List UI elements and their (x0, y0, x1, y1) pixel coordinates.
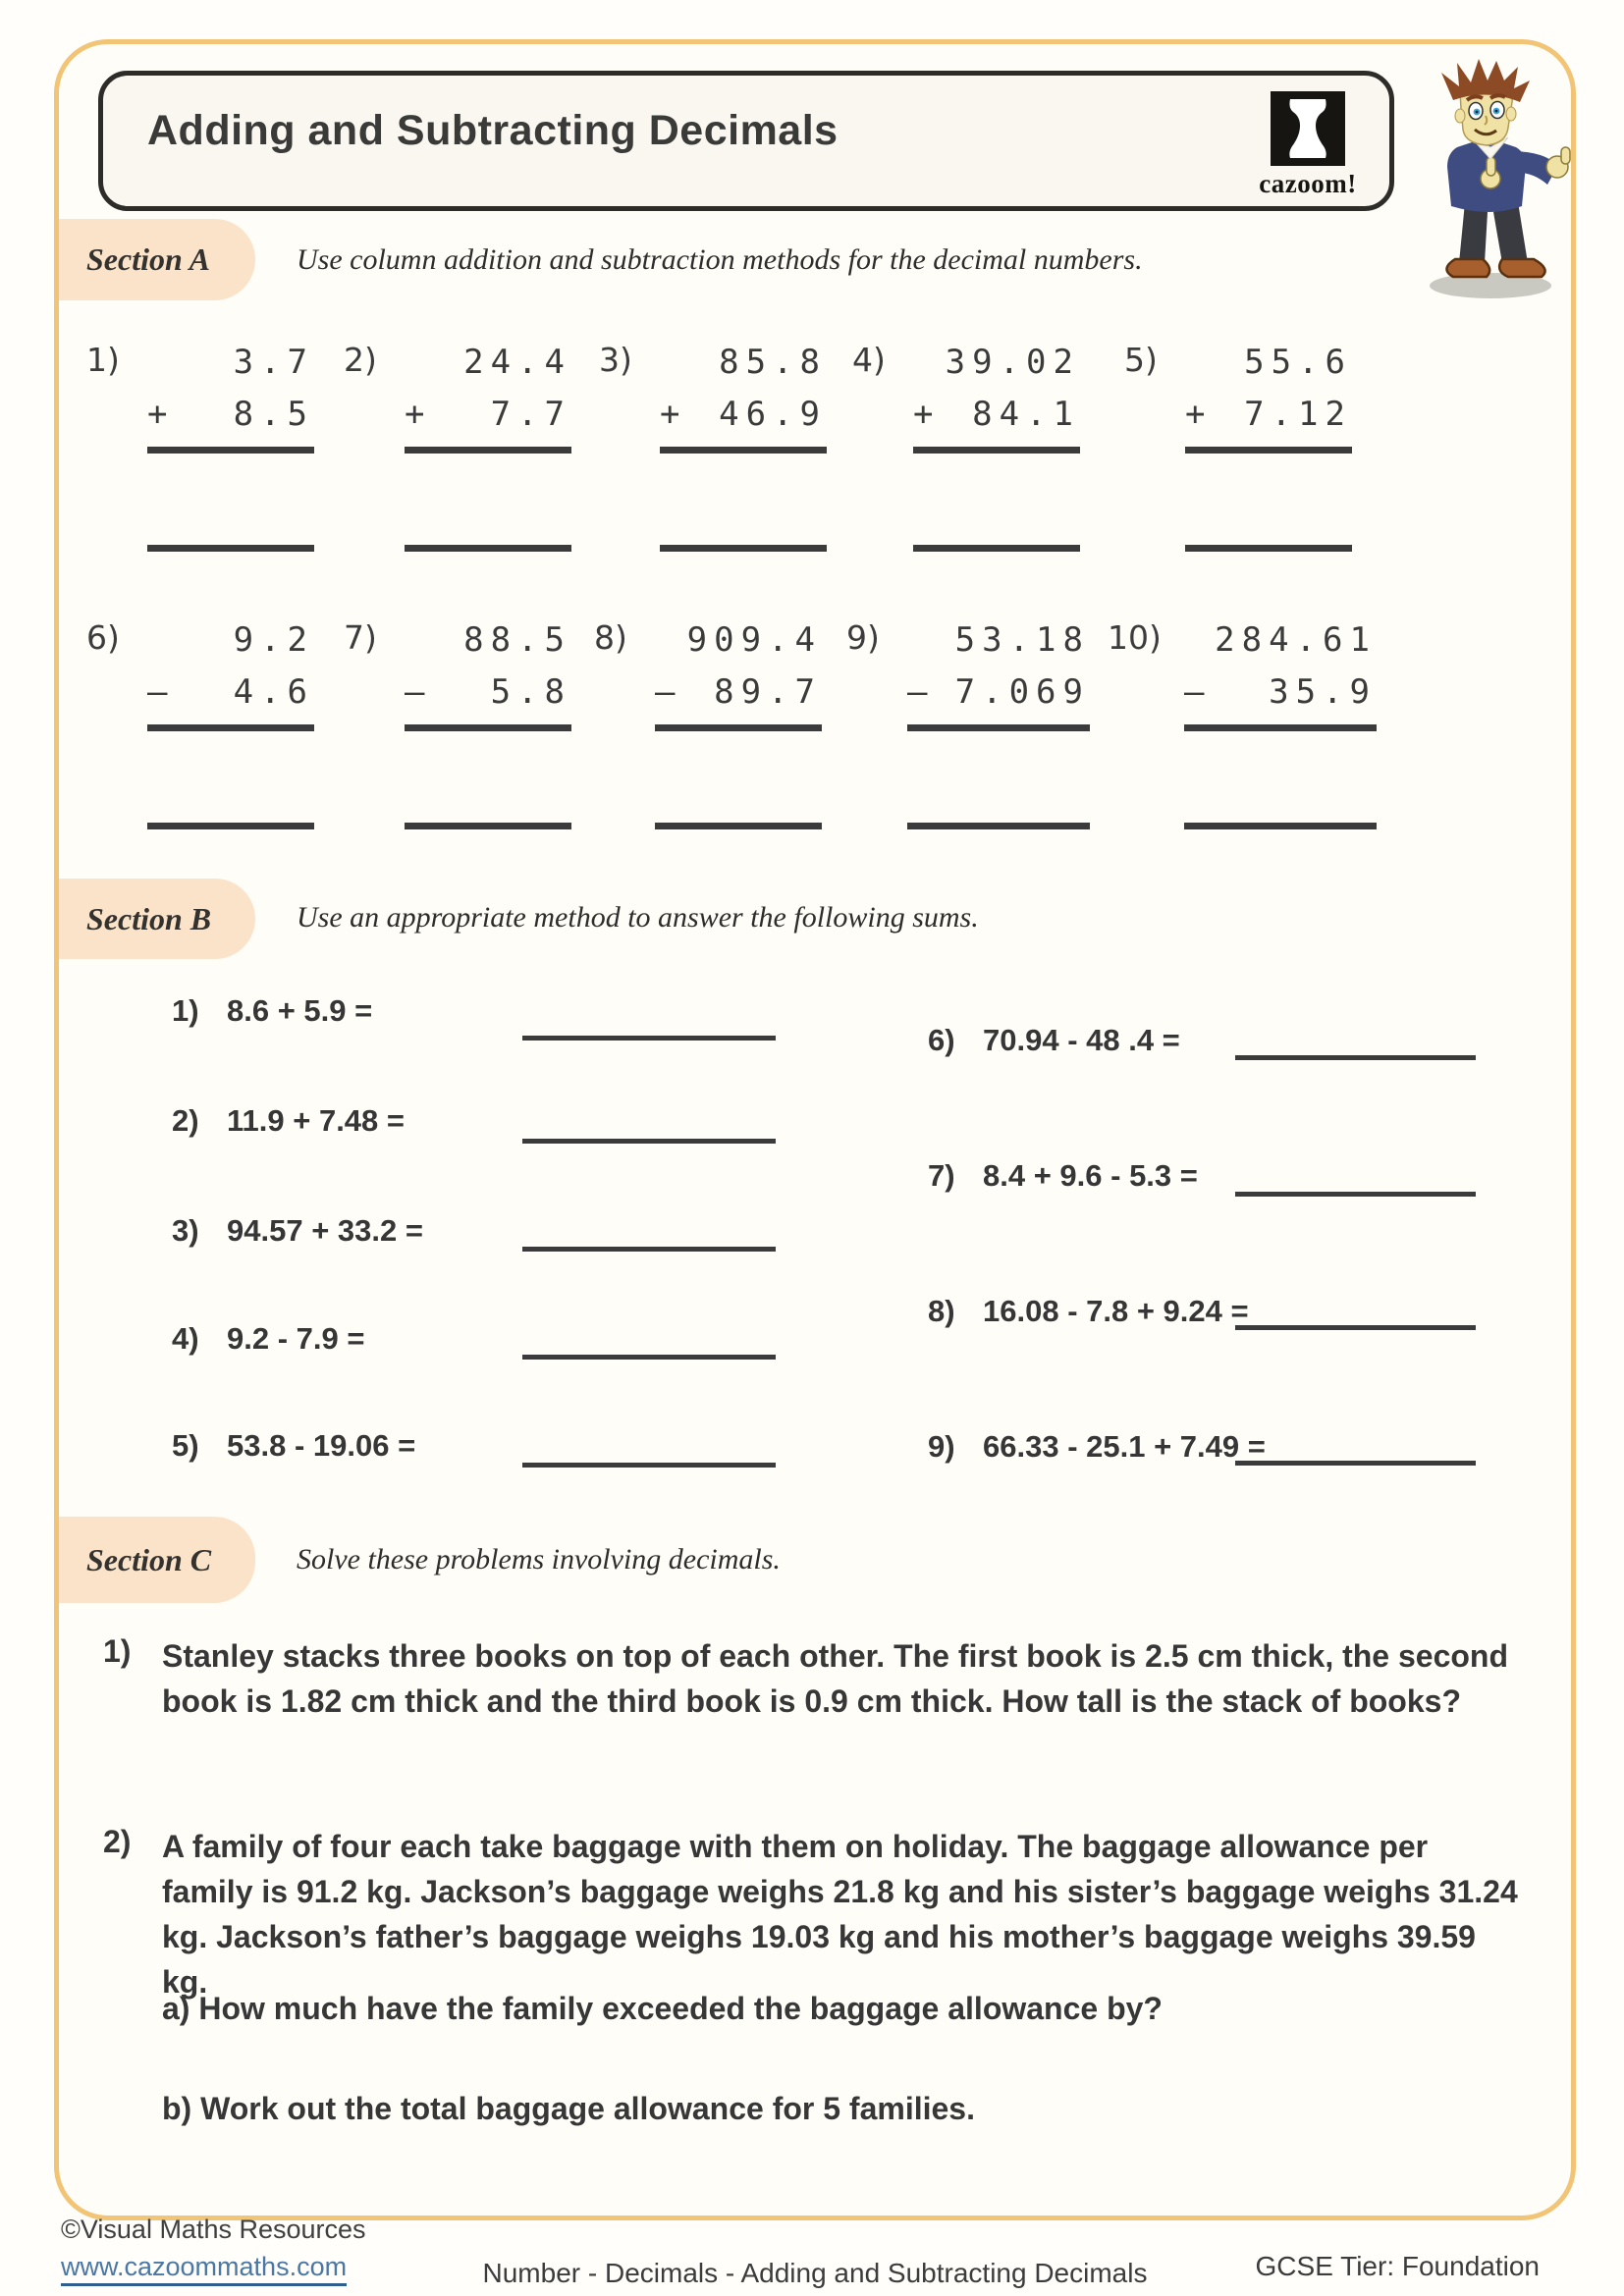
bottom-operand: 7.12 (1244, 395, 1352, 434)
sum-item-8: 8) 16.08 - 7.8 + 9.24 = (928, 1294, 1249, 1328)
sum-item-5: 5) 53.8 - 19.06 = (172, 1428, 416, 1463)
problem-number: 2) (344, 341, 377, 379)
problem-number: 9) (846, 618, 880, 657)
answer-line (405, 545, 571, 552)
cazoom-logo (1254, 91, 1362, 199)
footer-tier: GCSE Tier: Foundation (1255, 2251, 1540, 2281)
column-problem-1 (86, 339, 314, 552)
sum-line (655, 724, 822, 731)
word-problem-text: Stanley stacks three books on top of each other. The first book is 2.5 cm thick, the second book is 1.82 cm thick and the third book is 0.9 cm thick. How tall is the stack of books? (162, 1638, 1509, 1719)
answer-line (1184, 823, 1377, 829)
sum-line (907, 724, 1090, 731)
answer-line (405, 823, 571, 829)
bottom-operand: 4.6 (233, 672, 314, 712)
sum-expression: 9.2 - 7.9 = (227, 1321, 365, 1356)
problem-number: 3) (599, 341, 632, 379)
section-a-label-text: Section A (86, 241, 210, 277)
column-problem-8 (594, 616, 822, 829)
title-box (98, 71, 1394, 211)
cazoom-logo-text: cazoom! (1259, 169, 1357, 198)
operator: + (913, 395, 934, 434)
bottom-operand: 89.7 (714, 672, 822, 712)
section-b-instruction: Use an appropriate method to answer the following sums. (297, 901, 979, 934)
sum-item-2: 2) 11.9 + 7.48 = (172, 1103, 406, 1138)
sum-line (1184, 724, 1377, 731)
top-operand: 53.18 (954, 620, 1090, 660)
sum-line (660, 447, 827, 454)
problem-number: 10) (1108, 618, 1162, 657)
top-operand: 3.7 (233, 343, 314, 382)
answer-line (660, 545, 827, 552)
answer-line (1185, 545, 1352, 552)
bottom-operand: 46.9 (719, 395, 827, 434)
page-title: Adding and Subtracting Decimals (147, 107, 839, 154)
footer-topic: Number - Decimals - Adding and Subtracting Decimals (482, 2258, 1148, 2288)
sum-expression: 66.33 - 25.1 + 7.49 = (983, 1429, 1266, 1464)
section-c-label (59, 1517, 255, 1603)
sum-item-6: 6) 70.94 - 48 .4 = (928, 1023, 1180, 1057)
answer-line (147, 545, 314, 552)
cazoom-drum-icon (1271, 91, 1345, 166)
section-c-label-text: Section C (86, 1541, 212, 1577)
answer-line (907, 823, 1090, 829)
sum-line (147, 724, 314, 731)
column-problem-2 (344, 339, 571, 552)
answer-blank (522, 1463, 776, 1468)
footer-left (61, 2215, 366, 2286)
section-b-label-text: Section B (86, 900, 212, 936)
section-c-instruction: Solve these problems involving decimals. (297, 1543, 781, 1575)
top-operand: 9.2 (233, 620, 314, 660)
top-operand: 24.4 (463, 343, 571, 382)
sum-item-7: 7) 8.4 + 9.6 - 5.3 = (928, 1158, 1198, 1193)
sum-line (147, 447, 314, 454)
sum-expression: 53.8 - 19.06 = (227, 1428, 416, 1463)
operator: – (147, 672, 168, 712)
answer-line (655, 823, 822, 829)
column-problem-10 (1108, 616, 1377, 829)
top-operand: 88.5 (463, 620, 571, 660)
bottom-operand: 8.5 (233, 395, 314, 434)
sum-expression: 8.6 + 5.9 = (227, 993, 373, 1028)
column-problem-5 (1124, 339, 1352, 552)
operator: – (655, 672, 676, 712)
answer-blank (522, 1247, 776, 1252)
section-a-label (59, 219, 255, 300)
bottom-operand: 84.1 (972, 395, 1080, 434)
top-operand: 55.6 (1244, 343, 1352, 382)
cazoommaths-link[interactable]: www.cazoommaths.com (61, 2252, 347, 2286)
problem-number: 6) (86, 618, 120, 657)
problem-number: 8) (594, 618, 627, 657)
bottom-operand: 35.9 (1269, 672, 1377, 712)
answer-blank (1235, 1055, 1476, 1060)
answer-blank (1235, 1325, 1476, 1330)
operator: – (405, 672, 425, 712)
answer-blank (522, 1036, 776, 1041)
answer-blank (522, 1355, 776, 1360)
operator: + (405, 395, 425, 434)
top-operand: 284.61 (1215, 620, 1377, 660)
answer-blank (1235, 1192, 1476, 1197)
mascot-character-icon (1392, 57, 1598, 302)
bottom-operand: 7.7 (490, 395, 571, 434)
operator: – (907, 672, 928, 712)
column-problem-3 (599, 339, 827, 552)
top-operand: 39.02 (945, 343, 1080, 382)
section-a-instruction: Use column addition and subtraction methods for the decimal numbers. (297, 243, 1143, 276)
word-problem-2: 2) A family of four each take baggage with them on holiday. The baggage allowance per family is 91.2 kg. Jackson’s baggage weighs 21.8 kg and his sister’s baggage weighs 31.24 kg. Jackson’s father’s baggage weighs 19.03 kg and his mother’s baggage weighs 39.59 kg. (103, 1824, 1527, 2004)
sum-expression: 94.57 + 33.2 = (227, 1213, 423, 1248)
column-problem-9 (846, 616, 1090, 829)
bottom-operand: 5.8 (490, 672, 571, 712)
problem-number: 7) (344, 618, 377, 657)
sum-line (405, 724, 571, 731)
answer-line (147, 823, 314, 829)
sum-item-3: 3) 94.57 + 33.2 = (172, 1213, 423, 1248)
word-problem-2-part-a: a) How much have the family exceeded the baggage allowance by? (162, 1991, 1163, 2026)
operator: + (660, 395, 680, 434)
sum-line (1185, 447, 1352, 454)
problem-number: 4) (852, 341, 886, 379)
operator: – (1184, 672, 1205, 712)
problem-number: 5) (1124, 341, 1158, 379)
sum-line (913, 447, 1080, 454)
copyright-text: ©Visual Maths Resources (61, 2215, 366, 2244)
sum-item-9: 9) 66.33 - 25.1 + 7.49 = (928, 1429, 1266, 1464)
column-problem-6 (86, 616, 314, 829)
sum-expression: 70.94 - 48 .4 = (983, 1023, 1180, 1057)
sum-expression: 8.4 + 9.6 - 5.3 = (983, 1158, 1198, 1193)
sum-item-4: 4) 9.2 - 7.9 = (172, 1321, 365, 1356)
column-problem-7 (344, 616, 571, 829)
word-problem-text: A family of four each take baggage with them on holiday. The baggage allowance per family is 91.2 kg. Jackson’s baggage weighs 21.8 kg and his sister’s baggage weighs 31.24 kg. Jackson’s father’s baggage weighs 19.03 kg and his mother’s baggage weighs 39.59 kg. (162, 1829, 1518, 2000)
answer-line (913, 545, 1080, 552)
sum-line (405, 447, 571, 454)
bottom-operand: 7.069 (954, 672, 1090, 712)
operator: + (1185, 395, 1206, 434)
word-problem-1: 1) Stanley stacks three books on top of each other. The first book is 2.5 cm thick, the second book is 1.82 cm thick and the third book is 0.9 cm thick. How tall is the stack of books? (103, 1633, 1527, 1724)
answer-blank (522, 1139, 776, 1144)
problem-number: 1) (86, 341, 120, 379)
sum-item-1: 1) 8.6 + 5.9 = (172, 993, 373, 1028)
word-problem-2-part-b: b) Work out the total baggage allowance for 5 families. (162, 2091, 975, 2126)
answer-blank (1235, 1461, 1476, 1466)
column-problem-4 (852, 339, 1080, 552)
operator: + (147, 395, 168, 434)
sum-expression: 16.08 - 7.8 + 9.24 = (983, 1294, 1249, 1328)
sum-expression: 11.9 + 7.48 = (227, 1103, 406, 1138)
section-b-label (59, 879, 255, 959)
top-operand: 909.4 (686, 620, 822, 660)
top-operand: 85.8 (719, 343, 827, 382)
